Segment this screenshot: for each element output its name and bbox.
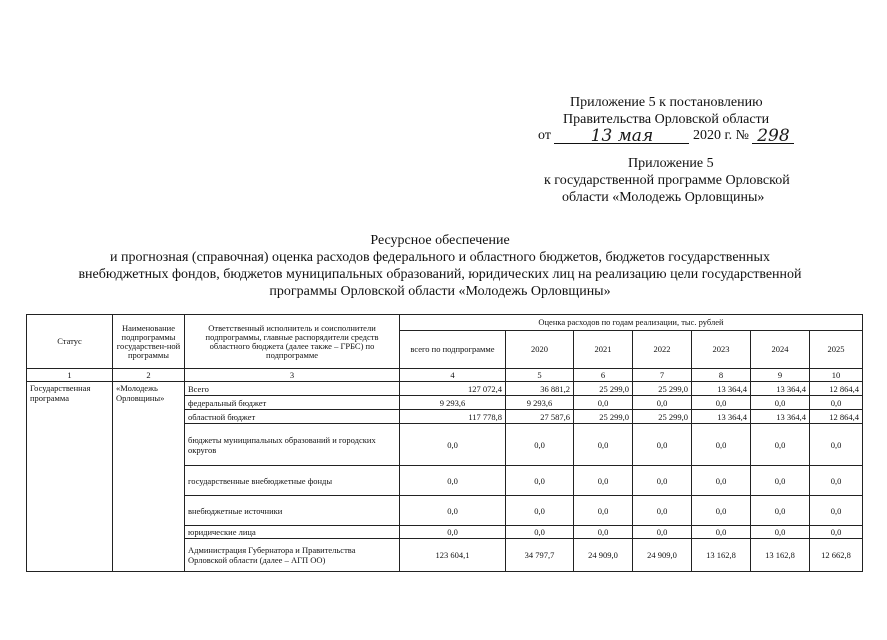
value-cell: 25 299,0 — [633, 382, 692, 396]
handwritten-number: 298 — [752, 129, 794, 144]
resource-table — [26, 314, 863, 572]
value-cell: 0,0 — [751, 466, 810, 496]
value-cell: 0,0 — [400, 496, 506, 526]
value-cell: 117 778,8 — [400, 410, 506, 424]
column-index: 2 — [113, 369, 185, 382]
column-index: 4 — [400, 369, 506, 382]
value-cell: 0,0 — [751, 496, 810, 526]
value-cell: 0,0 — [692, 396, 751, 410]
value-cell: 0,0 — [692, 466, 751, 496]
value-cell: 0,0 — [400, 424, 506, 466]
document-header — [0, 0, 887, 210]
appendix-5b-title: Приложение 5 — [628, 156, 714, 171]
appendix-5-government: Правительства Орловской области — [563, 112, 770, 127]
column-index: 3 — [185, 369, 400, 382]
header-year: 2022 — [633, 331, 692, 369]
value-cell: 0,0 — [810, 526, 863, 539]
value-cell: 0,0 — [574, 526, 633, 539]
decree-date-line — [538, 128, 794, 144]
column-index: 5 — [506, 369, 574, 382]
header-year: 2023 — [692, 331, 751, 369]
row-label: юридические лица — [185, 526, 400, 539]
value-cell: 0,0 — [810, 424, 863, 466]
value-cell: 12 662,8 — [810, 539, 863, 572]
header-year: 2025 — [810, 331, 863, 369]
column-index: 1 — [27, 369, 113, 382]
header-year: 2020 — [506, 331, 574, 369]
resource-table-wrapper — [26, 314, 863, 572]
value-cell: 0,0 — [751, 526, 810, 539]
header-year: 2024 — [751, 331, 810, 369]
value-cell: 25 299,0 — [574, 382, 633, 396]
value-cell: 0,0 — [810, 496, 863, 526]
value-cell: 0,0 — [633, 424, 692, 466]
row-label: Администрация Губернатора и Правительства Орловской области (далее – АГП ОО) — [185, 539, 400, 572]
value-cell: 0,0 — [633, 466, 692, 496]
document-title — [30, 232, 850, 300]
value-cell: 0,0 — [751, 396, 810, 410]
value-cell: 0,0 — [751, 424, 810, 466]
value-cell: 0,0 — [574, 466, 633, 496]
value-cell: 13 364,4 — [751, 410, 810, 424]
row-label: областной бюджет — [185, 410, 400, 424]
header-year: 2021 — [574, 331, 633, 369]
header-responsible: Ответственный исполнитель и соисполнители подпрограммы, главные распорядители средств областного бюджета (далее также – ГРБС) по подпрограмме — [185, 315, 400, 369]
value-cell: 123 604,1 — [400, 539, 506, 572]
column-index: 6 — [574, 369, 633, 382]
table-row — [27, 382, 863, 396]
value-cell: 27 587,6 — [506, 410, 574, 424]
header-subprogram-name: Наименование подпрограммы государствен-ной программы — [113, 315, 185, 369]
value-cell: 36 881,2 — [506, 382, 574, 396]
value-cell: 25 299,0 — [574, 410, 633, 424]
row-label: Всего — [185, 382, 400, 396]
value-cell: 12 864,4 — [810, 410, 863, 424]
handwritten-date: 13 мая — [554, 129, 689, 144]
value-cell: 127 072,4 — [400, 382, 506, 396]
row-label: федеральный бюджет — [185, 396, 400, 410]
date-prefix: от — [538, 128, 551, 143]
column-index: 9 — [751, 369, 810, 382]
column-index: 7 — [633, 369, 692, 382]
value-cell: 0,0 — [506, 496, 574, 526]
value-cell: 13 162,8 — [692, 539, 751, 572]
row-label: бюджеты муниципальных образований и городских округов — [185, 424, 400, 466]
value-cell: 24 909,0 — [574, 539, 633, 572]
appendix-5b-name: области «Молодежь Орловщины» — [562, 190, 765, 205]
value-cell: 0,0 — [506, 466, 574, 496]
value-cell: 13 364,4 — [751, 382, 810, 396]
row-label: государственные внебюджетные фонды — [185, 466, 400, 496]
value-cell: 13 364,4 — [692, 382, 751, 396]
title-line-4: программы Орловской области «Молодежь Орловщины» — [269, 284, 611, 299]
value-cell: 0,0 — [574, 424, 633, 466]
column-index-row — [27, 369, 863, 382]
header-total: всего по подпрограмме — [400, 331, 506, 369]
row-label: внебюджетные источники — [185, 496, 400, 526]
value-cell: 9 293,6 — [400, 396, 506, 410]
value-cell: 0,0 — [692, 424, 751, 466]
value-cell: 12 864,4 — [810, 382, 863, 396]
header-status: Статус — [27, 315, 113, 369]
value-cell: 0,0 — [574, 496, 633, 526]
value-cell: 13 364,4 — [692, 410, 751, 424]
year-text: 2020 г. № — [692, 128, 749, 143]
value-cell: 9 293,6 — [506, 396, 574, 410]
column-index: 10 — [810, 369, 863, 382]
value-cell: 13 162,8 — [751, 539, 810, 572]
value-cell: 0,0 — [400, 526, 506, 539]
status-cell: Государственная программа — [27, 382, 113, 572]
header-estimate: Оценка расходов по годам реализации, тыс. рублей — [400, 315, 863, 331]
title-line-2: и прогнозная (справочная) оценка расходов федерального и областного бюджетов, бюджетов государственных — [110, 250, 770, 265]
value-cell: 0,0 — [810, 466, 863, 496]
appendix-5-title: Приложение 5 к постановлению — [570, 95, 763, 110]
column-index: 8 — [692, 369, 751, 382]
title-line-1: Ресурсное обеспечение — [370, 233, 510, 248]
value-cell: 0,0 — [810, 396, 863, 410]
title-line-3: внебюджетных фондов, бюджетов муниципальных образований, юридических лиц на реализацию цели государственной — [78, 267, 802, 282]
value-cell: 0,0 — [633, 526, 692, 539]
value-cell: 25 299,0 — [633, 410, 692, 424]
value-cell: 0,0 — [506, 424, 574, 466]
value-cell: 0,0 — [633, 496, 692, 526]
value-cell: 0,0 — [506, 526, 574, 539]
value-cell: 34 797,7 — [506, 539, 574, 572]
appendix-5b-program: к государственной программе Орловской — [544, 173, 790, 188]
value-cell: 24 909,0 — [633, 539, 692, 572]
value-cell: 0,0 — [574, 396, 633, 410]
subprogram-name-cell: «Молодежь Орловщины» — [113, 382, 185, 572]
value-cell: 0,0 — [692, 496, 751, 526]
value-cell: 0,0 — [400, 466, 506, 496]
value-cell: 0,0 — [692, 526, 751, 539]
value-cell: 0,0 — [633, 396, 692, 410]
